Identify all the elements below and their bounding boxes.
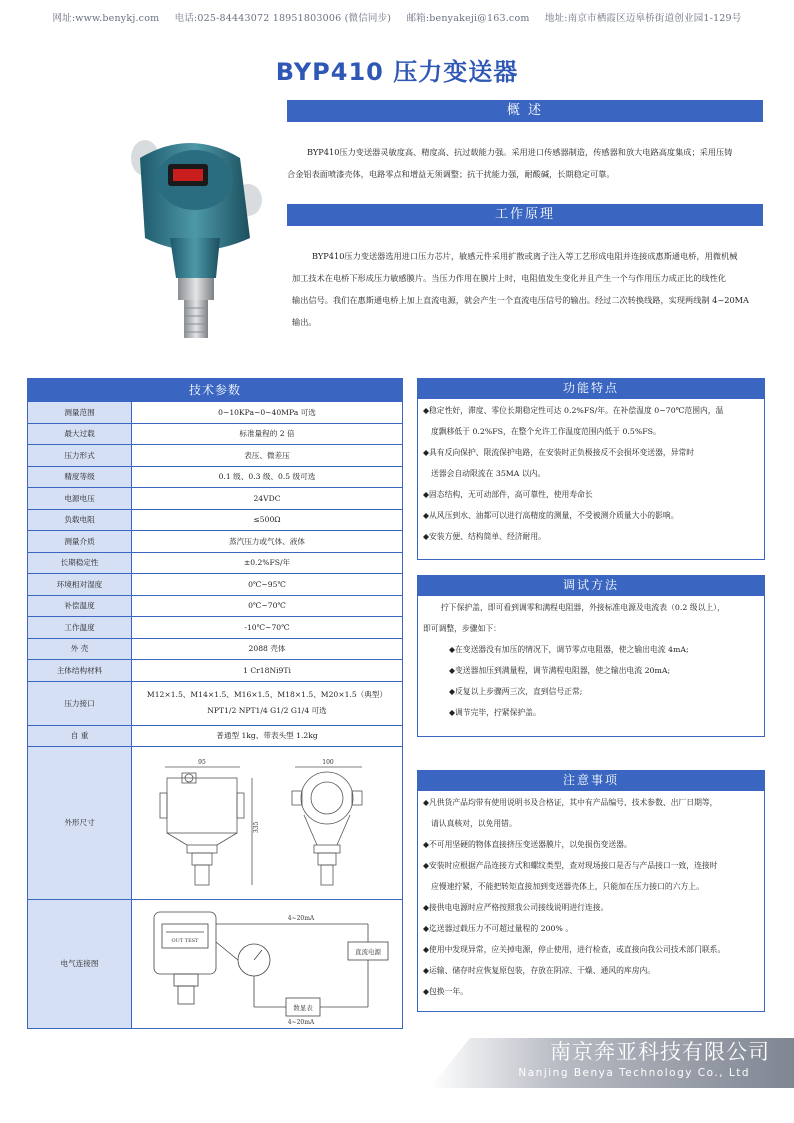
list-item: ◆接供电电源时应严格按照我公司接线说明进行连接。 — [423, 903, 609, 912]
row-label: 压力接口 — [28, 682, 132, 725]
row-value: ±0.2%FS/年 — [243, 558, 291, 568]
list-item: ◆使用中发现异常，应关掉电源，停止使用，进行检查，或直接向我公司技术部门联系。 — [423, 945, 726, 954]
row-value: 0.1 级、0.3 级、0.5 级可选 — [218, 472, 316, 482]
dim-width-2: 100 — [322, 758, 334, 766]
list-item: ◆安装时应根据产品连接方式和螺纹类型，查对现场接口是否与产品接口一致，连接时 — [423, 861, 718, 870]
row-value: 标准量程的 2 倍 — [239, 429, 295, 439]
row-value: 24VDC — [253, 493, 281, 503]
row-label: 电气连接图 — [28, 900, 132, 1028]
table-row-weight — [28, 725, 402, 746]
table-row — [28, 466, 402, 488]
table-row — [28, 423, 402, 445]
list-item: 度飘移低于 0.2%FS，在整个允许工作温度范围内低于 0.5%FS。 — [431, 427, 661, 436]
contact-bar — [0, 10, 794, 24]
dimension-drawing-cell — [132, 747, 402, 899]
debug-heading: 调试方法 — [417, 575, 765, 596]
debug-intro: 即可调整，步骤如下： — [423, 624, 501, 633]
page-title: BYP410 压力变送器 — [275, 58, 519, 86]
debug-step: ◆反复以上步骤两三次，直到信号正常; — [449, 687, 583, 696]
company-name-en: Nanjing Benya Technology Co., Ltd — [518, 1067, 750, 1079]
overview-heading: 概 述 — [287, 100, 763, 122]
row-value: 蒸汽压力或气体、液体 — [229, 536, 305, 546]
row-label: 主体结构材料 — [28, 660, 132, 681]
row-value: 0~10KPa~0~40MPa 可选 — [218, 407, 316, 417]
list-item: ◆凡供货产品均带有使用说明书及合格证，其中有产品编号、技术参数、出厂日期等， — [423, 798, 718, 807]
table-row — [28, 595, 402, 617]
list-item: ◆安装方便、结构简单、经济耐用。 — [423, 532, 546, 541]
list-item: ◆从风压到水、油都可以进行高精度的测量，不受被测介质量大小的影响。 — [423, 511, 679, 520]
table-row — [28, 552, 402, 574]
debug-intro: 拧下保护盖，即可看到调零和满程电阻器，外接标准电源及电流表（0.2 级以上）， — [441, 603, 725, 612]
list-item: ◆固态结构，无可动部件，高可靠性，使用寿命长 — [423, 490, 593, 499]
row-label: 环境相对湿度 — [28, 574, 132, 595]
terminal-label: OUT TEST — [171, 937, 199, 944]
debug-list — [423, 597, 761, 723]
row-value: 0℃~95℃ — [248, 579, 286, 589]
list-item: ◆运输、储存时应恢复原包装，存放在阴凉、干燥、通风的库房内。 — [423, 966, 656, 975]
table-row — [28, 444, 402, 466]
table-row — [28, 638, 402, 660]
table-row-dims — [28, 746, 402, 899]
row-label: 负载电阻 — [28, 510, 132, 531]
principle-text — [292, 245, 764, 333]
row-value: -10℃~70℃ — [244, 622, 290, 632]
row-label: 外形尺寸 — [28, 747, 132, 899]
phone-text: 电话:025-84443072 18951803006 (微信同步) — [174, 13, 392, 24]
row-value: 2088 壳体 — [248, 644, 286, 654]
row-value: 0℃~70℃ — [248, 601, 286, 611]
wiring-current-top: 4~20mA — [287, 914, 315, 922]
table-row-wiring — [28, 899, 402, 1028]
row-value — [132, 682, 402, 725]
row-label: 补偿温度 — [28, 596, 132, 617]
dim-width-1: 95 — [198, 758, 206, 766]
table-row — [28, 573, 402, 595]
wiring-diagram-cell — [132, 900, 402, 1028]
list-item: ◆具有反向保护、限流保护电路，在安装时正负极接反不会损坏变送器，异常时 — [423, 448, 695, 457]
table-row — [28, 530, 402, 552]
list-item: ◆包换一年。 — [423, 987, 468, 996]
principle-line: 输出。 — [292, 317, 317, 327]
website-text[interactable]: 网址:www.benykj.com — [52, 13, 160, 24]
company-name-cn: 南京奔亚科技有限公司 — [550, 1040, 770, 1064]
table-row — [28, 487, 402, 509]
psu-label: 直流电源 — [355, 947, 381, 956]
display-meter-label: 数显表 — [293, 1003, 313, 1012]
row-label: 长期稳定性 — [28, 553, 132, 574]
wiring-current-bottom: 4~20mA — [287, 1018, 315, 1026]
row-label: 压力形式 — [28, 445, 132, 466]
row-label: 自 重 — [28, 726, 132, 746]
overview-line: 合金铝表面喷漆壳体，电路零点和增益无须调整；抗干扰能力强，耐酸碱，长期稳定可靠。 — [287, 169, 615, 179]
list-item: ◆迄送器过载压力不可超过量程的 200% 。 — [423, 924, 574, 933]
table-row — [28, 401, 402, 423]
address-text: 地址:南京市栖霞区迈皋桥街道创业园1-129号 — [544, 13, 742, 24]
features-heading: 功能特点 — [417, 378, 765, 399]
row-label: 工作温度 — [28, 617, 132, 638]
row-label: 电源电压 — [28, 488, 132, 509]
row-label: 测量范围 — [28, 402, 132, 423]
email-text[interactable]: 邮箱:benyakeji@163.com — [406, 13, 530, 24]
row-value: 1 Cr18Ni9Ti — [243, 665, 291, 675]
debug-step: ◆调节完毕，拧紧保护盖。 — [449, 708, 541, 717]
wiring-diagram — [136, 902, 398, 1026]
tech-table — [27, 378, 403, 1029]
row-value: 普通型 1kg、带表头型 1.2kg — [216, 731, 318, 740]
dim-height: 335 — [253, 821, 260, 833]
port-line: M12×1.5、M14×1.5、M16×1.5、M18×1.5、M20×1.5（典型） — [146, 690, 388, 699]
list-item: ◆不可用坚硬的物体直接挤压变送器膜片，以免损伤变送器。 — [423, 840, 632, 849]
list-item: 应慢速拧紧，不能把转矩直接加到变送器壳体上，只能加在压力接口的六方上。 — [431, 882, 704, 891]
product-image — [100, 128, 280, 343]
table-row-port — [28, 681, 402, 725]
row-label: 测量介质 — [28, 531, 132, 552]
list-item: 请认真核对，以免用错。 — [431, 819, 517, 828]
principle-line: 输出信号。我们在惠斯通电桥上加上直流电源，就会产生一个直流电压信号的输出。经过二次转换线路，实现两线制 4~20MA — [292, 295, 749, 305]
row-value: ≤500Ω — [253, 515, 281, 525]
list-item: 送器会自动限流在 35MA 以内。 — [431, 469, 546, 478]
notes-list — [423, 792, 763, 1002]
table-row — [28, 509, 402, 531]
list-item: ◆稳定性好，滞度、零位长期稳定性可达 0.2%FS/年。在补偿温度 0~70℃范围内，温 — [423, 406, 724, 415]
dimension-drawing — [142, 753, 392, 893]
row-label: 精度等级 — [28, 467, 132, 488]
debug-step: ◆在变送器没有加压的情况下，调节零点电阻器，使之输出电流 4mA; — [449, 645, 689, 654]
row-label: 外 壳 — [28, 639, 132, 660]
row-value: 表压、微差压 — [244, 450, 290, 460]
overview-text — [287, 141, 763, 185]
table-row — [28, 616, 402, 638]
overview-line: BYP410压力变送器灵敏度高、精度高、抗过载能力强。采用进口传感器制造，传感器和放大电路高度集成；采用压铸 — [307, 147, 733, 157]
principle-heading: 工作原理 — [287, 204, 763, 226]
port-line: NPT1/2 NPT1/4 G1/2 G1/4 可选 — [207, 706, 327, 715]
principle-line: 加工技术在电桥下形成压力敏感膜片。当压力作用在膜片上时，电阻值发生变化并且产生一个与作用压力成正比的线性化 — [292, 273, 726, 283]
row-label: 最大过载 — [28, 424, 132, 445]
principle-line: BYP410压力变送器选用进口压力芯片，敏感元件采用扩散或离子注入等工艺形成电阻并连接成惠斯通电桥，用微机械 — [312, 251, 738, 261]
tech-heading: 技术参数 — [28, 379, 402, 401]
table-row — [28, 659, 402, 681]
features-list — [423, 400, 761, 547]
debug-step: ◆变送器加压到满量程，调节满程电阻器，使之输出电流 20mA; — [449, 666, 671, 675]
notes-heading: 注意事项 — [417, 770, 765, 791]
